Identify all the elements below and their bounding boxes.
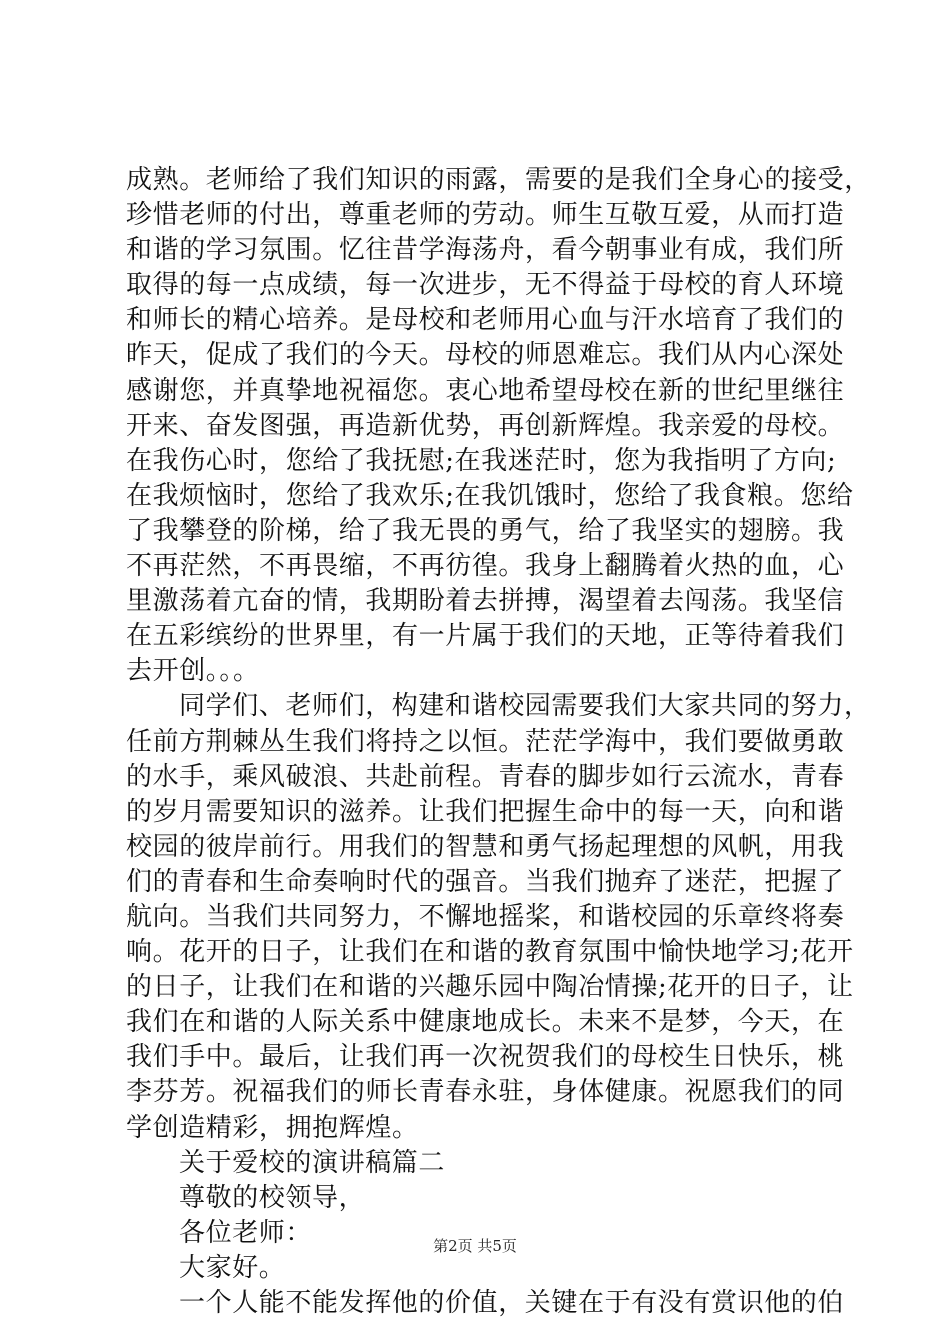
text-line: 去开创。。。: [126, 656, 260, 687]
text-line: 在五彩缤纷的世界里，有一片属于我们的天地，正等待着我们: [126, 621, 845, 652]
text-line: 了我攀登的阶梯，给了我无畏的勇气，给了我坚实的翅膀。我: [126, 515, 845, 546]
paragraph-start-line: 同学们、老师们，构建和谐校园需要我们大家共同的努力，: [179, 691, 871, 722]
text-line: 取得的每一点成绩，每一次进步，无不得益于母校的育人环境: [126, 270, 845, 301]
text-line: 在我伤心时，您给了我抚慰;在我迷茫时，您为我指明了方向;: [126, 445, 837, 476]
text-line: 成熟。老师给了我们知识的雨露，需要的是我们全身心的接受，: [126, 165, 871, 195]
text-line: 校园的彼岸前行。用我们的智慧和勇气扬起理想的风帆，用我: [126, 831, 845, 862]
text-line: 任前方荆棘丛生我们将持之以恒。茫茫学海中，我们要做勇敢: [126, 726, 845, 757]
text-line: 的日子，让我们在和谐的兴趣乐园中陶冶情操;花开的日子，让: [126, 972, 854, 1003]
text-line: 感谢您，并真挚地祝福您。衷心地希望母校在新的世纪里继往: [126, 375, 845, 406]
text-line: 和师长的精心培养。是母校和老师用心血与汗水培育了我们的: [126, 305, 845, 336]
text-line: 们的青春和生命奏响时代的强音。当我们抛弃了迷茫，把握了: [126, 866, 845, 897]
greeting-line: 大家好。: [179, 1252, 286, 1283]
text-line: 我们手中。最后，让我们再一次祝贺我们的母校生日快乐，桃: [126, 1042, 845, 1073]
page-number-footer: 第2页 共5页: [433, 1237, 517, 1255]
text-line: 里激荡着亢奋的情，我期盼着去拼搏，渴望着去闯荡。我坚信: [126, 586, 845, 617]
salutation-line: 尊敬的校领导，: [179, 1182, 366, 1213]
text-line: 学创造精彩，拥抱辉煌。: [126, 1112, 419, 1143]
text-line: 不再茫然，不再畏缩，不再彷徨。我身上翻腾着火热的血，心: [126, 551, 845, 582]
text-line: 我们在和谐的人际关系中健康地成长。未来不是梦，今天，在: [126, 1007, 845, 1038]
text-line: 昨天，促成了我们的今天。母校的师恩难忘。我们从内心深处: [126, 340, 845, 371]
text-line: 李芬芳。祝福我们的师长青春永驻，身体健康。祝愿我们的同: [126, 1077, 845, 1108]
document-body: [126, 163, 871, 1321]
text-line: 开来、奋发图强，再造新优势，再创新辉煌。我亲爱的母校。: [126, 410, 845, 441]
text-line: 珍惜老师的付出，尊重老师的劳动。师生互敬互爱，从而打造: [126, 200, 845, 231]
text-line: 的岁月需要知识的滋养。让我们把握生命中的每一天，向和谐: [126, 796, 845, 827]
salutation-line: 各位老师：: [179, 1217, 313, 1248]
text-line: 响。花开的日子，让我们在和谐的教育氛围中愉快地学习;花开: [126, 937, 854, 968]
text-line: 航向。当我们共同努力，不懈地摇桨，和谐校园的乐章终将奏: [126, 901, 845, 932]
text-line: 和谐的学习氛围。忆往昔学海荡舟，看今朝事业有成，我们所: [126, 235, 845, 266]
paragraph-start-line: 一个人能不能发挥他的价值，关键在于有没有赏识他的伯: [179, 1288, 845, 1318]
text-line: 在我烦恼时，您给了我欢乐;在我饥饿时，您给了我食粮。您给: [126, 480, 854, 511]
text-line: 的水手，乘风破浪、共赴前程。青春的脚步如行云流水，青春: [126, 761, 845, 792]
section-heading: 关于爱校的演讲稿篇二: [179, 1147, 446, 1178]
